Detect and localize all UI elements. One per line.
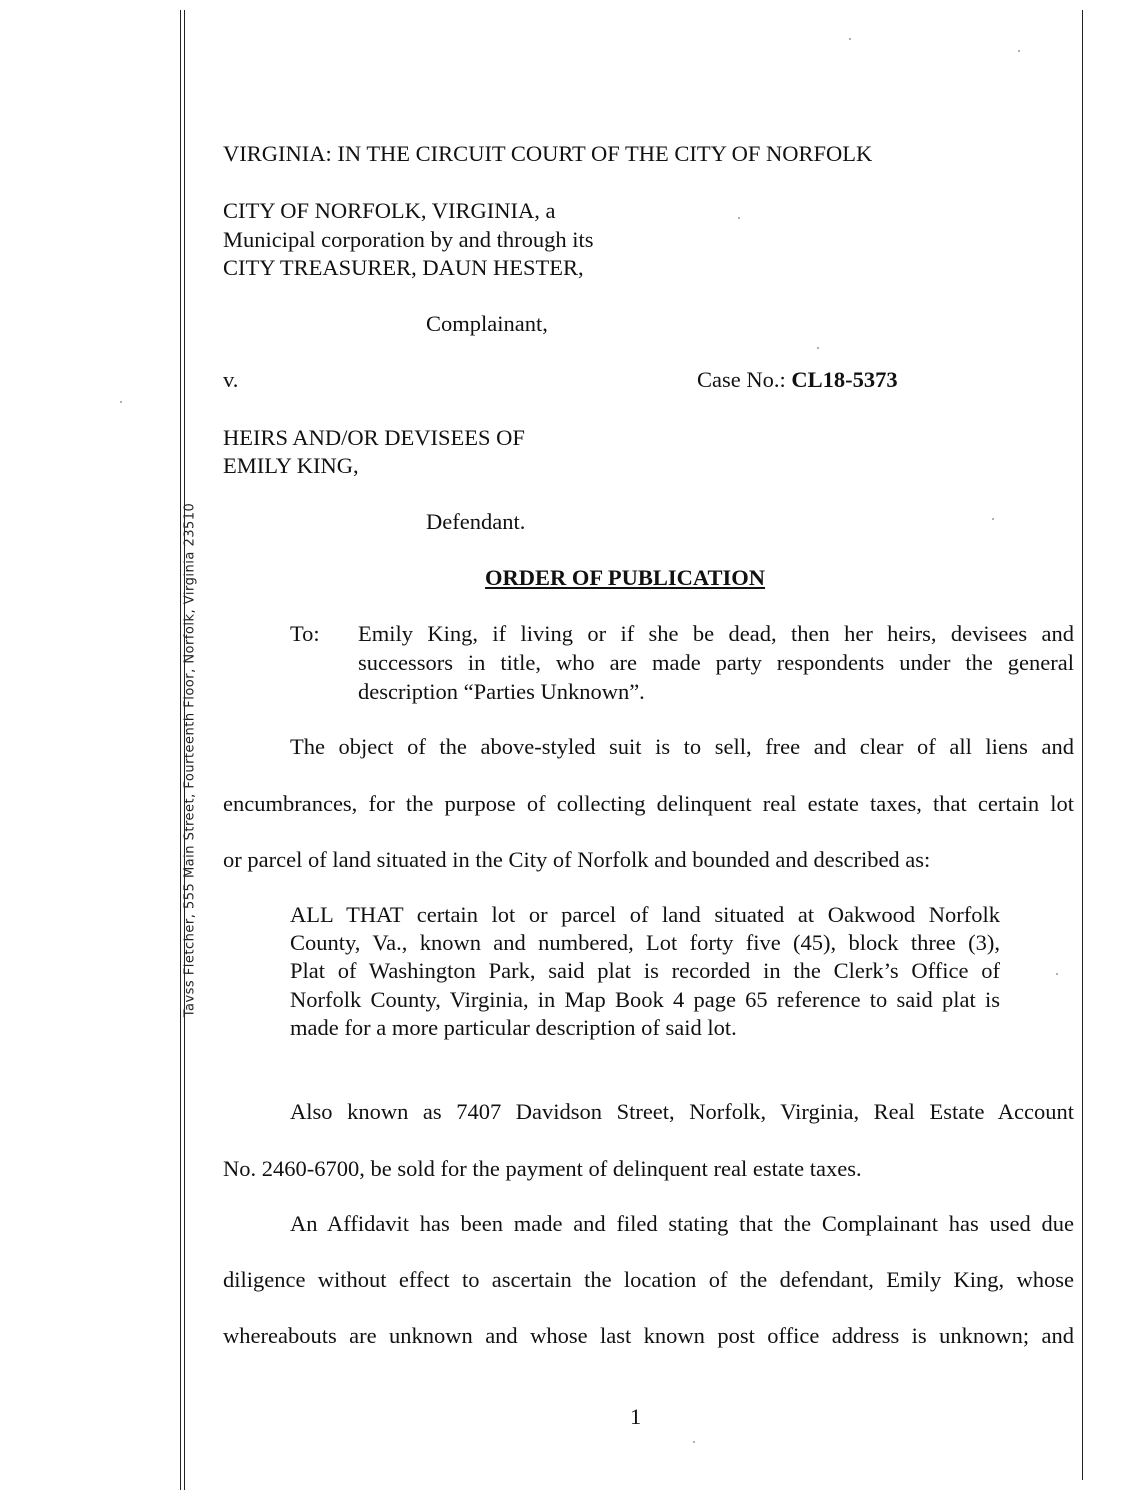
case-number-line	[697, 366, 898, 394]
object-paragraph-line: encumbrances, for the purpose of collecting delinquent real estate taxes, that certain lot	[223, 791, 1074, 816]
scan-speck	[693, 1441, 695, 1443]
legal-description-line: made for a more particular description of said lot.	[290, 1015, 737, 1040]
object-paragraph-line: or parcel of land situated in the City of Norfolk and bounded and described as:	[223, 847, 931, 872]
to-label: To:	[290, 621, 320, 646]
scan-speck	[992, 518, 994, 520]
also-known-line: No. 2460-6700, be sold for the payment of delinquent real estate taxes.	[223, 1156, 862, 1181]
case-number-label: Case No.:	[697, 367, 786, 392]
also-known-line: Also known as 7407 Davidson Street, Norfolk, Virginia, Real Estate Account	[290, 1099, 1074, 1124]
plaintiff-line: Municipal corporation by and through its	[223, 227, 594, 252]
defendant-role: Defendant.	[426, 509, 526, 534]
firm-address-text: Tavss Fletcher, 555 Main Street, Fourteenth Floor, Norfolk, Virginia 23510	[182, 502, 198, 1018]
defendant-line: EMILY KING,	[223, 453, 359, 478]
legal-description-line: ALL THAT certain lot or parcel of land situated at Oakwood Norfolk	[290, 902, 1000, 927]
scan-speck	[738, 217, 740, 219]
plaintiff-role: Complainant,	[426, 311, 548, 336]
left-margin-rule	[180, 10, 181, 1490]
page-number: 1	[630, 1404, 642, 1429]
scan-speck	[817, 347, 819, 349]
to-line: Emily King, if living or if she be dead, then her heirs, devisees and	[358, 621, 1074, 646]
affidavit-line: diligence without effect to ascertain the location of the defendant, Emily King, whose	[223, 1267, 1074, 1292]
right-margin-rule	[1082, 10, 1083, 1480]
object-paragraph-line: The object of the above-styled suit is to sell, free and clear of all liens and	[290, 734, 1074, 759]
affidavit-line: whereabouts are unknown and whose last known post office address is unknown; and	[223, 1323, 1074, 1348]
court-header: VIRGINIA: IN THE CIRCUIT COURT OF THE CITY OF NORFOLK	[223, 141, 873, 166]
case-number: CL18-5373	[791, 367, 898, 392]
scan-speck	[1018, 50, 1020, 52]
to-line: description “Parties Unknown”.	[358, 679, 645, 704]
versus-label: v.	[223, 367, 239, 392]
scan-speck	[1056, 973, 1058, 975]
firm-address-sidebar	[183, 503, 198, 1018]
to-line: successors in title, who are made party respondents under the general	[358, 650, 1074, 675]
legal-description-line: Norfolk County, Virginia, in Map Book 4 page 65 reference to said plat is	[290, 987, 1000, 1012]
legal-description-line: County, Va., known and numbered, Lot forty five (45), block three (3),	[290, 930, 1000, 955]
document-title: ORDER OF PUBLICATION	[485, 565, 766, 590]
plaintiff-line: CITY TREASURER, DAUN HESTER,	[223, 255, 584, 280]
legal-description-line: Plat of Washington Park, said plat is recorded in the Clerk’s Office of	[290, 958, 1000, 983]
plaintiff-line: CITY OF NORFOLK, VIRGINIA, a	[223, 198, 556, 223]
scan-speck	[849, 38, 851, 40]
affidavit-line: An Affidavit has been made and filed stating that the Complainant has used due	[290, 1211, 1074, 1236]
defendant-line: HEIRS AND/OR DEVISEES OF	[223, 425, 525, 450]
scan-speck	[120, 401, 122, 403]
